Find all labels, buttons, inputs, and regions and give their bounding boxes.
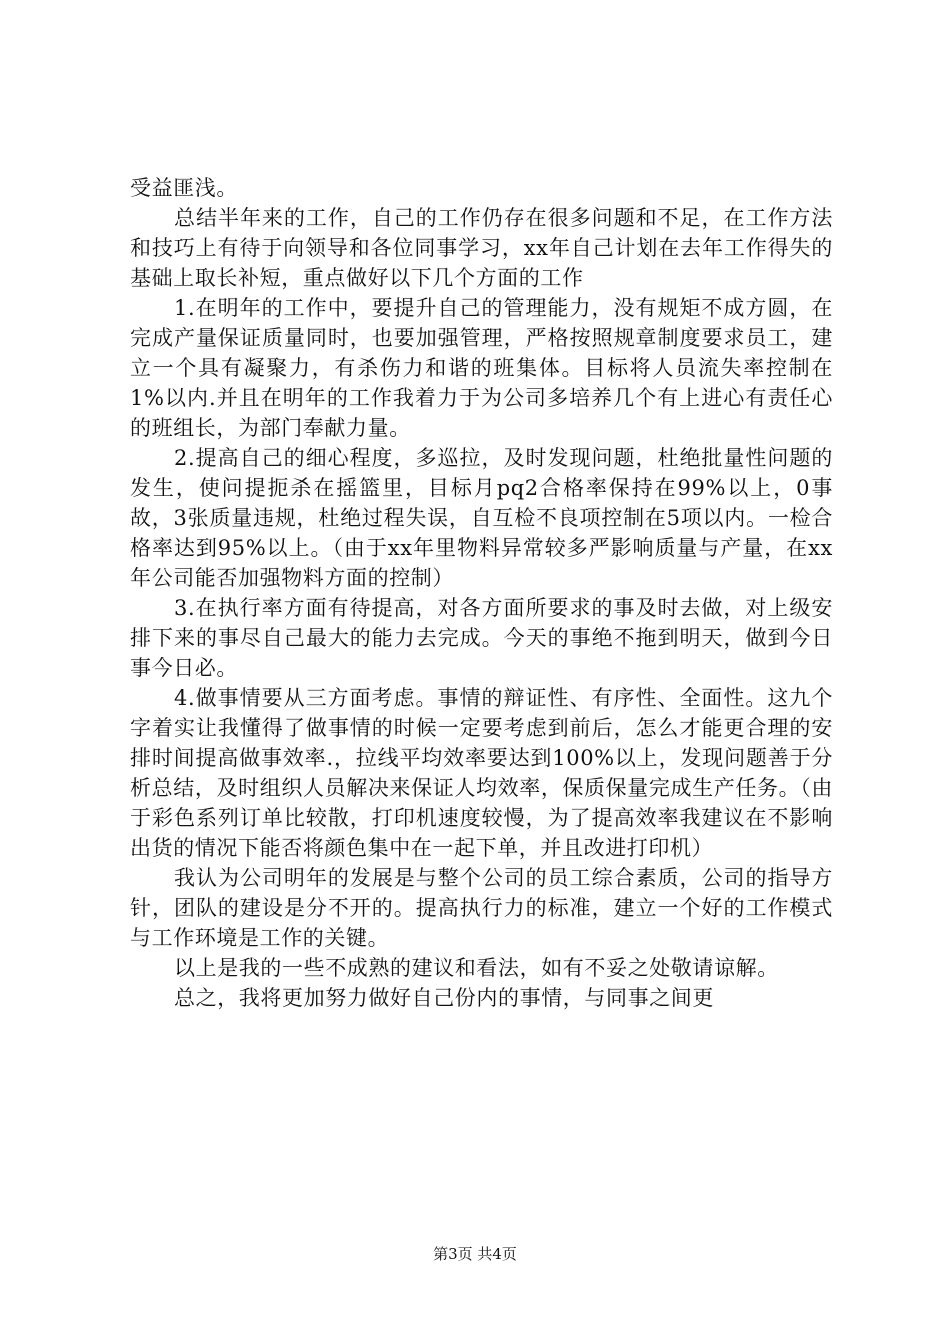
paragraph-continuation: 受益匪浅。 (130, 176, 238, 200)
paragraph-item-2: 2.提高自己的细心程度，多巡拉，及时发现问题，杜绝批量性问题的发生，使问提扼杀在摇篮里，目标月pq2合格率保持在99%以上，0事故，3张质量违规，杜绝过程失误，自互检不良项控制在5项以内。一检合格率达到95%以上。（由于xx年里物料异常较多严影响质量与产量，在xx年公司能否加强物料方面的控制） (130, 446, 833, 590)
paragraph-company-development: 我认为公司明年的发展是与整个公司的员工综合素质，公司的指导方针，团队的建设是分不开的。提高执行力的标准，建立一个好的工作模式与工作环境是工作的关键。 (130, 866, 833, 950)
paragraph-item-1: 1.在明年的工作中，要提升自己的管理能力，没有规矩不成方圆，在完成产量保证质量同时，也要加强管理，严格按照规章制度要求员工，建立一个具有凝聚力，有杀伤力和谐的班集体。目标将人员流失率控制在1%以内.并且在明年的工作我着力于为公司多培养几个有上进心有责任心的班组长，为部门奉献力量。 (130, 296, 833, 440)
document-body (130, 173, 833, 1013)
paragraph-suggestions: 以上是我的一些不成熟的建议和看法，如有不妥之处敬请谅解。 (174, 956, 779, 980)
paragraph-summary: 总结半年来的工作，自己的工作仍存在很多问题和不足，在工作方法和技巧上有待于向领导和各位同事学习，xx年自己计划在去年工作得失的基础上取长补短，重点做好以下几个方面的工作 (130, 206, 833, 290)
paragraph-conclusion: 总之，我将更加努力做好自己份内的事情，与同事之间更 (174, 986, 714, 1010)
paragraph-item-4: 4.做事情要从三方面考虑。事情的辩证性、有序性、全面性。这九个字着实让我懂得了做事情的时候一定要考虑到前后，怎么才能更合理的安排时间提高做事效率.，拉线平均效率要达到100%以上，发现问题善于分析总结，及时组织人员解决来保证人均效率，保质保量完成生产任务。（由于彩色系列订单比较散，打印机速度较慢，为了提高效率我建议在不影响出货的情况下能否将颜色集中在一起下单，并且改进打印机） (130, 686, 833, 860)
page-number-footer: 第3页 共4页 (433, 1245, 517, 1263)
paragraph-item-3: 3.在执行率方面有待提高，对各方面所要求的事及时去做，对上级安排下来的事尽自己最大的能力去完成。今天的事绝不拖到明天，做到今日事今日必。 (130, 596, 833, 680)
